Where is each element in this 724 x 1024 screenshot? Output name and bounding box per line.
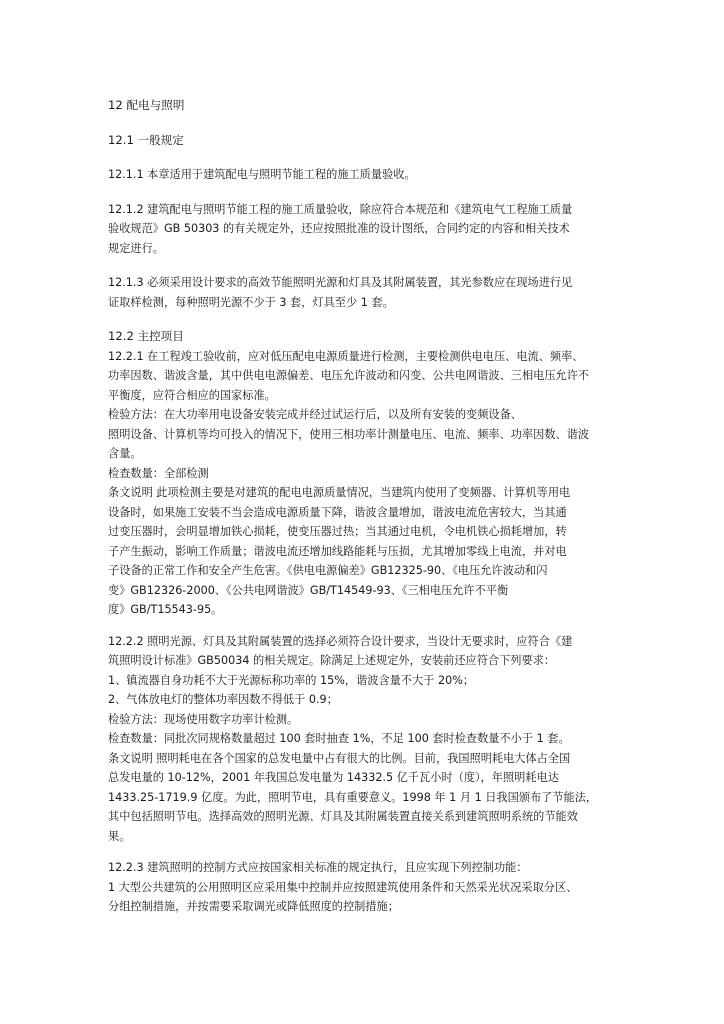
text-line: 检验方法：在大功率用电设备安装完成并经过试运行后，以及所有安装的变频设备、 — [108, 408, 522, 421]
text-line: 过变压器时，会明显增加铁心损耗，使变压器过热；当其通过电机，令电机铁心损耗增加，转 — [108, 525, 567, 538]
document-page — [108, 96, 628, 917]
text-line: 其中包括照明节电。选择高效的照明光源、灯具及其附属装置直接关系到建筑照明系统的节能效 — [108, 810, 578, 823]
text-line: 12.1.3 必须采用设计要求的高效节能照明光源和灯具及其附属装置，其光参数应在现场进行见 — [108, 276, 573, 289]
text-line: 总发电量的 10-12%，2001 年我国总发电量为 14332.5 亿千瓦小时（度），年照明耗电达 — [108, 771, 559, 784]
text-line: 照明设备、计算机等均可投入的情况下，使用三相功率计测量电压、电流、频率、功率因数、谐波 — [108, 427, 590, 441]
text-line: 度》GB/T15543-95。 — [108, 603, 223, 616]
clause-12-1-3 — [108, 273, 628, 312]
text-line: 平衡度，应符合相应的国家标准。 — [108, 388, 276, 402]
text-line: 果。 — [108, 829, 131, 843]
clause-12-2-1 — [108, 347, 628, 620]
text-line: 1 大型公共建筑的公用照明区应采用集中控制并应按照建筑使用条件和天然采光状况采取分区、 — [108, 880, 578, 894]
text-line: 功率因数、谐波含量，其中供电电源偏差、电压允许波动和闪变、公共电网谐波、三相电压允许不 — [108, 369, 590, 382]
text-line: 规定进行。 — [108, 241, 164, 255]
text-line: 证取样检测，每种照明光源不少于 3 套，灯具至少 1 套。 — [108, 295, 394, 309]
text-line: 1、镇流器自身功耗不大于光源标称功率的 15%，谐波含量不大于 20%； — [108, 673, 475, 687]
text-line: 检查数量：同批次同规格数量超过 100 套时抽查 1%，不足 100 套时检查数量不小于 1 套。 — [108, 732, 570, 745]
text-line: 分组控制措施，并按需要采取调光或降低照度的控制措施； — [108, 900, 399, 913]
text-line: 子产生振动，影响工作质量；谐波电流还增加线路能耗与压损，尤其增加零线上电流，并对电 — [108, 544, 567, 558]
text-line: 检验方法：现场使用数字功率计检测。 — [108, 712, 299, 726]
clause-12-2-3 — [108, 858, 628, 917]
clause-12-2-2 — [108, 632, 628, 847]
text-line: 12.1.2 建筑配电与照明节能工程的施工质量验收，除应符合本规范和《建筑电气工程施工质量 — [108, 202, 573, 216]
section-heading-12-2: 12.2 主控项目 — [108, 329, 184, 343]
text-line: 变》GB12326-2000、《公共电网谐波》GB/T14549-93、《三相电压允许不平衡 — [108, 583, 509, 597]
text-line: 设备时，如果施工安装不当会造成电源质量下降，谐波含量增加，谐波电流危害较大，当其通 — [108, 505, 567, 519]
text-line: 子设备的正常工作和安全产生危害。《供电电源偏差》GB12325-90、《电压允许波动和闪 — [108, 564, 548, 577]
section-heading-12: 12 配电与照明 — [108, 98, 185, 112]
text-line: 12.2.1 在工程竣工验收前，应对低压配电电源质量进行检测，主要检测供电电压、电流、频率、 — [108, 349, 584, 363]
clause-12-1-2 — [108, 200, 628, 259]
text-line: 1433.25-1719.9 亿度。为此，照明节电，具有重要意义。1998 年 1 月 1 日我国颁布了节能法， — [108, 790, 598, 804]
text-line: 12.2.2 照明光源、灯具及其附属装置的选择必须符合设计要求，当设计无要求时，应符合《建 — [108, 634, 573, 648]
clause-12-1-1 — [108, 165, 628, 185]
text-line: 12.2.3 建筑照明的控制方式应按国家相关标准的规定执行，且应实现下列控制功能： — [108, 861, 528, 874]
text-line: 验收规范》GB 50303 的有关规定外，还应按照批准的设计图纸，合同约定的内容和相关技术 — [108, 222, 570, 235]
text-line: 含量。 — [108, 447, 142, 460]
text-line: 筑照明设计标准》GB50034 的相关规定。除满足上述规定外，安装前还应符合下列要求： — [108, 654, 556, 667]
section-heading-12-1: 12.1 一般规定 — [108, 132, 184, 147]
text-line: 条文说明 此项检测主要是对建筑的配电电源质量情况，当建筑内使用了变频器、计算机等用电 — [108, 486, 571, 499]
text-line: 检查数量：全部检测 — [108, 466, 209, 480]
text-line: 12.1.1 本章适用于建筑配电与照明节能工程的施工质量验收。 — [108, 168, 416, 181]
text-line: 条文说明 照明耗电在各个国家的总发电量中占有很大的比例。目前，我国照明耗电大体占全国 — [108, 751, 571, 765]
text-line: 2、气体放电灯的整体功率因数不得低于 0.9； — [108, 693, 338, 706]
